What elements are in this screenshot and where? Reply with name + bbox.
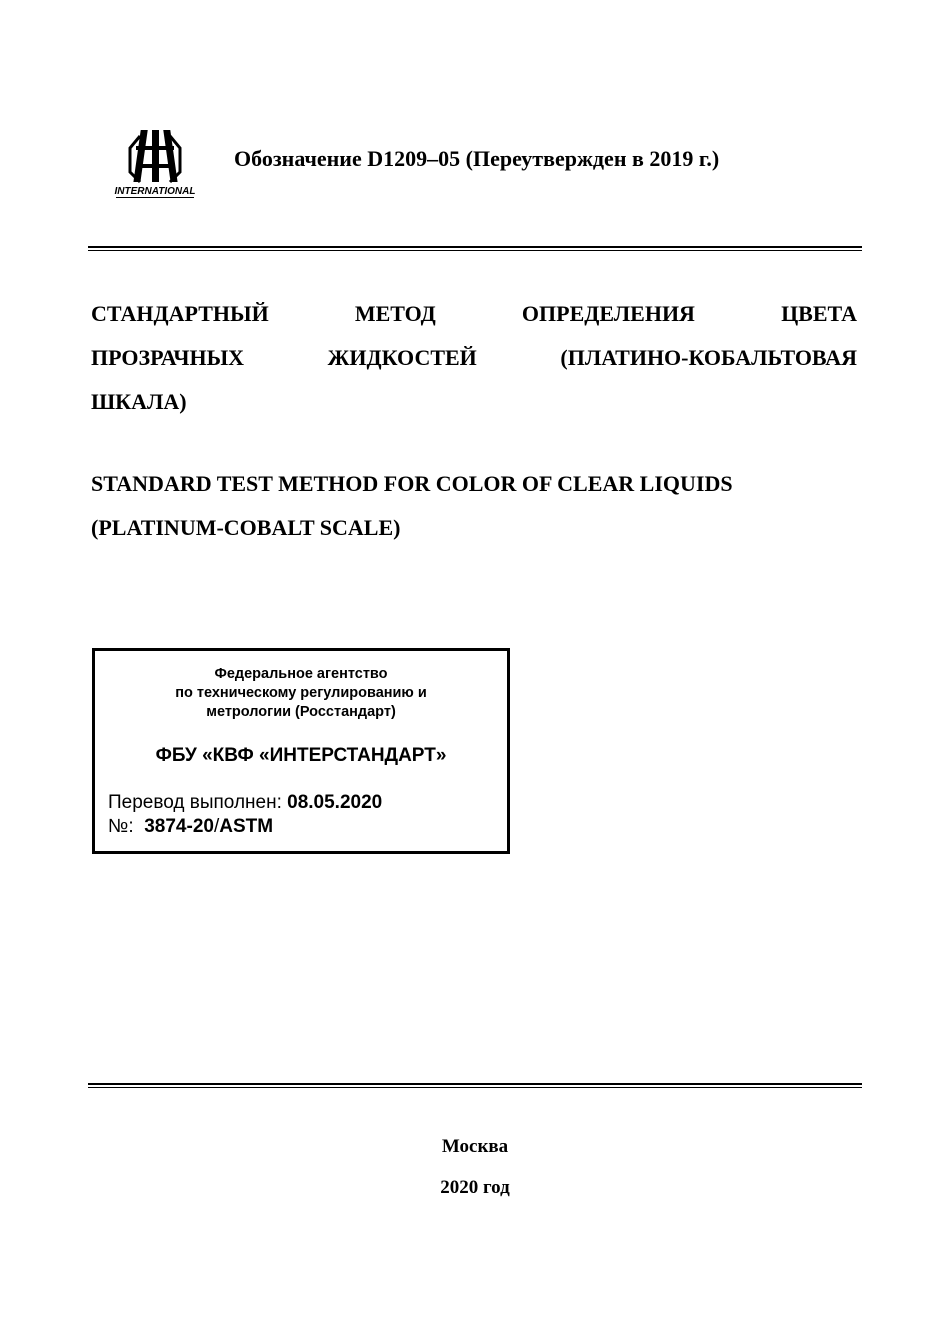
title-ru-word: ЦВЕТА (781, 301, 857, 326)
top-divider (88, 246, 862, 251)
title-ru-word: МЕТОД (354, 301, 436, 326)
translation-number-suffix: ASTM (219, 816, 274, 837)
bottom-divider (88, 1083, 862, 1088)
astm-logo (110, 128, 200, 200)
translation-number: 3874-20 (144, 816, 214, 837)
agency-line: метрологии (Росстандарт) (206, 704, 396, 720)
translation-date: 08.05.2020 (287, 792, 383, 813)
svg-text:INTERNATIONAL: INTERNATIONAL (114, 186, 196, 197)
translation-date-label: Перевод выполнен: (108, 792, 288, 813)
title-russian (91, 292, 857, 424)
title-english (91, 462, 871, 550)
translation-number-label: №: (108, 816, 145, 837)
agency-name (95, 665, 507, 722)
title-ru-word: ПРОЗРАЧНЫХ (91, 345, 245, 370)
agency-line: по техническому регулированию и (175, 685, 427, 701)
title-ru-word: ЖИДКОСТЕЙ (327, 345, 477, 370)
title-ru-line-3 (91, 380, 857, 424)
title-ru-word: СТАНДАРТНЫЙ (91, 301, 269, 326)
agency-line: Федеральное агентство (214, 666, 388, 682)
title-ru-word: ОПРЕДЕЛЕНИЯ (521, 301, 695, 326)
title-ru-word: ШКАЛА) (91, 389, 187, 414)
translation-number-separator: / (213, 816, 220, 837)
translation-stamp (92, 648, 510, 854)
translation-number-row (108, 815, 382, 839)
standard-designation: Обозначение D1209–05 (Переутвержден в 2019 г.) (234, 146, 720, 171)
title-en-line-1: STANDARD TEST METHOD FOR COLOR OF CLEAR LIQUIDS (91, 471, 733, 496)
title-ru-line-1 (91, 292, 857, 336)
title-ru-line-2 (91, 336, 857, 380)
organization-name: ФБУ «КВФ «ИНТЕРСТАНДАРТ» (155, 745, 447, 766)
publication-city: Москва (441, 1136, 509, 1157)
publication-year: 2020 год (440, 1177, 510, 1198)
title-en-line-2: (PLATINUM-COBALT SCALE) (91, 515, 401, 540)
translation-info (108, 791, 382, 839)
translation-date-row (108, 791, 382, 815)
title-ru-word: (ПЛАТИНО-КОБАЛЬТОВАЯ (560, 345, 857, 370)
